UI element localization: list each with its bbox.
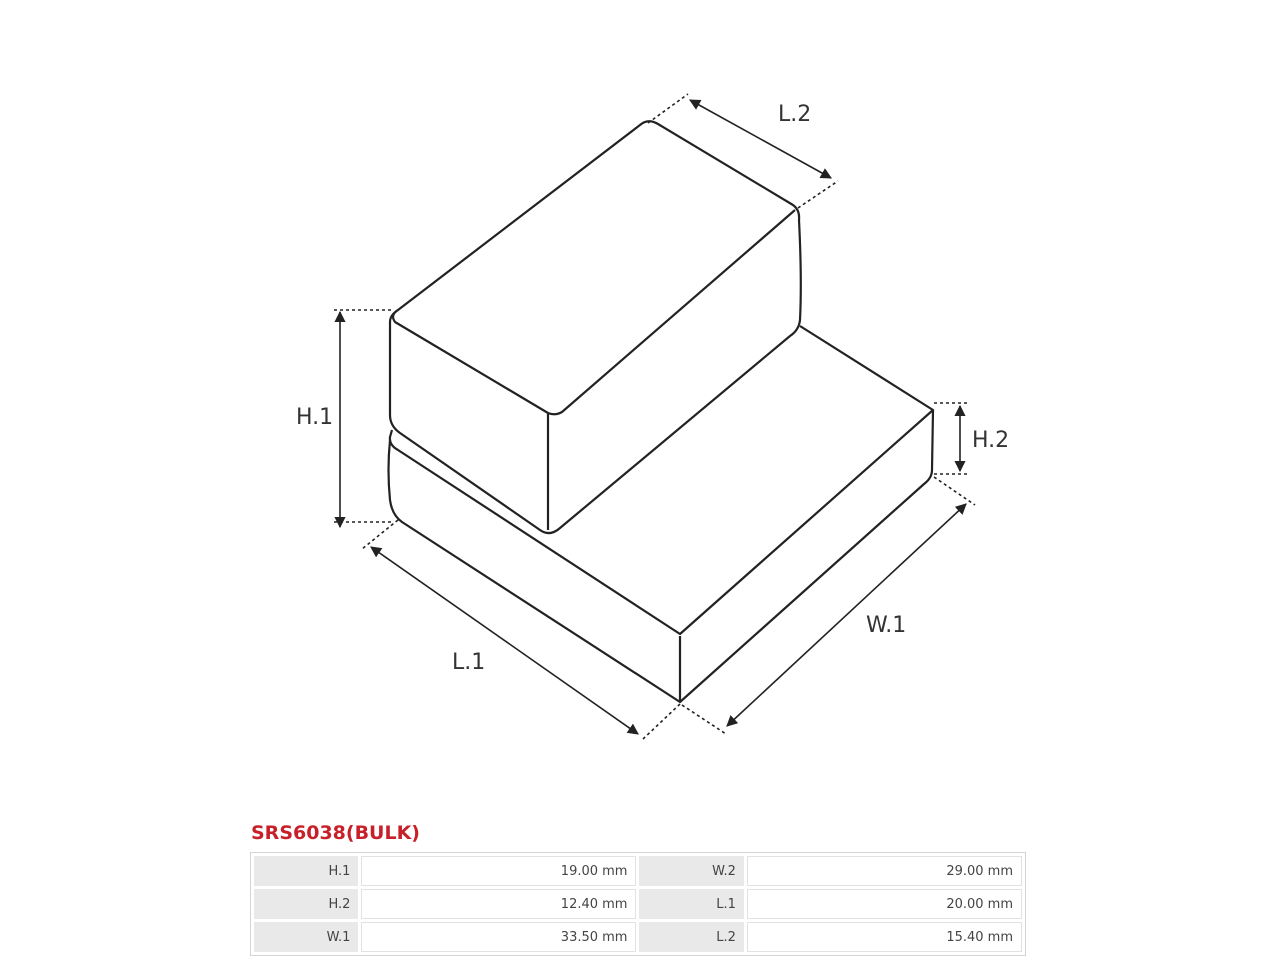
- spec-key: H.1: [254, 856, 358, 886]
- dimension-l1: [362, 520, 680, 739]
- dimension-h2: [934, 403, 1009, 474]
- dimension-h1: [296, 310, 392, 527]
- product-title: SRS6038(BULK): [251, 822, 420, 844]
- label-l2: L.2: [778, 102, 812, 127]
- spec-key: L.1: [639, 889, 743, 919]
- spec-value: 19.00 mm: [361, 856, 636, 886]
- spec-value: 20.00 mm: [747, 889, 1022, 919]
- label-h2: H.2: [972, 428, 1010, 453]
- spec-value: 33.50 mm: [361, 922, 636, 952]
- dimension-w1: [682, 477, 975, 734]
- label-h1: H.1: [296, 405, 334, 430]
- spec-key: L.2: [639, 922, 743, 952]
- label-w1: W.1: [866, 613, 907, 638]
- table-row: [254, 889, 1022, 919]
- spec-key: W.2: [639, 856, 743, 886]
- spec-key: H.2: [254, 889, 358, 919]
- spec-value: 12.40 mm: [361, 889, 636, 919]
- table-row: [254, 922, 1022, 952]
- spec-value: 15.40 mm: [747, 922, 1022, 952]
- spec-value: 29.00 mm: [747, 856, 1022, 886]
- table-row: [254, 856, 1022, 886]
- label-l1: L.1: [452, 650, 486, 675]
- spec-key: W.1: [254, 922, 358, 952]
- spec-table: [250, 852, 1026, 956]
- upper-block: [390, 121, 801, 533]
